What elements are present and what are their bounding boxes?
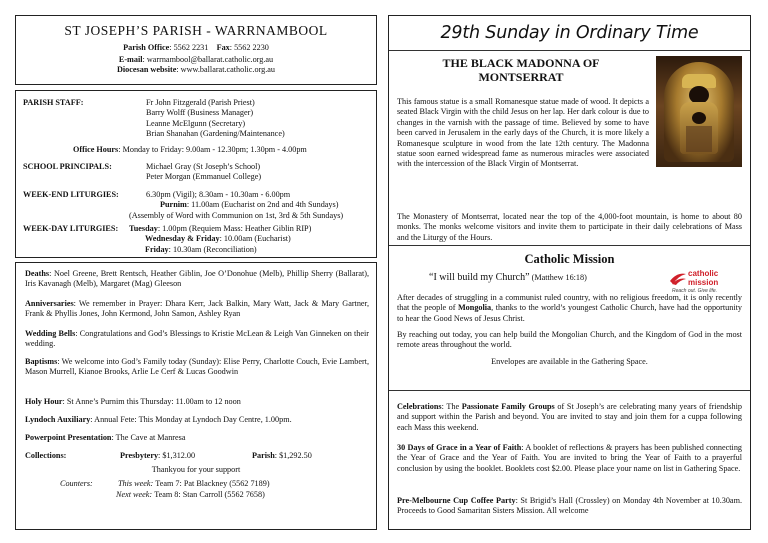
mission-paragraph-3: Envelopes are available in the Gathering Space. (491, 357, 648, 366)
fax-label: Fax (216, 43, 230, 52)
counters-this-week: This week: Team 7: Pat Blackney (5562 7189) (118, 479, 270, 488)
holyhour-notice: Holy Hour: St Anne’s Purnim this Thursday: 11.00am to 12 noon (25, 397, 241, 406)
madonna-title: THE BLACK MADONNA OF MONTSERRAT (442, 56, 600, 84)
fax-value: : 5562 2230 (229, 43, 269, 52)
office-hours-label: Office Hours (73, 145, 119, 154)
staff-line: Brian Shanahan (Gardening/Maintenance) (146, 128, 285, 138)
office-phone: : 5562 2231 (169, 43, 209, 52)
mission-quote: “I will build my Church” (429, 272, 530, 283)
office-hours (73, 145, 307, 155)
principal-line: Peter Morgan (Emmanuel College) (146, 172, 262, 182)
principals-label: SCHOOL PRINCIPALS: (23, 162, 112, 171)
weekend-line2: Purnim: 11.00am (Eucharist on 2nd and 4th Sundays) (160, 200, 339, 210)
office-label: Parish Office (123, 43, 170, 52)
mission-title: Catholic Mission (524, 252, 615, 266)
deaths-notice: Deaths: Noel Greene, Brett Rentsch, Heather Giblin, Joe O’Donohue (Melb), Phillip Sherry (Ballarat), Iris Kavanagh (Melb), Margaret (Mag) Gleeson (25, 269, 369, 289)
notices-panel (15, 262, 377, 530)
weekday-line2: Wednesday & Friday: 10.00am (Eucharist) (145, 234, 291, 244)
lyndoch-notice: Lyndoch Auxiliary: Annual Fete: This Monday at Lyndoch Day Centre, 1.00pm. (25, 415, 292, 424)
weekday-label: WEEK-DAY LITURGIES: (23, 224, 119, 233)
wedding-notice: Wedding Bells: Congratulations and God’s Blessings to Kristie McLean & Leigh Van Ginneken on their wedding. (25, 329, 370, 349)
mission-paragraph-2: By reaching out today, you can help build the Mongolian Church, and the Kingdom of God in the most remote areas throughout the world. (397, 330, 742, 350)
right-panel (388, 15, 751, 530)
email-line (16, 55, 376, 65)
collections-label: Collections: (25, 451, 67, 460)
mission-ref: (Matthew 16:18) (531, 273, 587, 282)
mission-divider-bottom (389, 390, 750, 391)
mission-logo-tag: Reach out. Give life. (672, 288, 718, 294)
weekend-list (146, 190, 338, 211)
email-label: E-mail (118, 55, 143, 64)
madonna-paragraph-1: This famous statue is a small Romanesque statue made of wood. It depicts a seated Black Virgin with the child Jesus on her lap. Her dark colour is due to changes in the varnish with the passage of time. Believed by some to have been carved in Jerusalem in the early days of the Church, it is more likely a Romanesque sculpture in wood from the late 12th century. The Madonna statue soon earned widespread fame as numerous miracles were associated with the intercession of the Black Virgin of Montserrat. (397, 97, 649, 169)
black-madonna-image (656, 56, 742, 167)
mission-divider-top (389, 245, 750, 246)
email-value[interactable]: : warrnambool@ballarat.catholic.org.au (142, 55, 274, 64)
staff-line: Fr John Fitzgerald (Parish Priest) (146, 98, 255, 107)
principals-list (146, 162, 261, 183)
melbourne-cup-notice: Pre-Melbourne Cup Coffee Party: St Brigid’s Hall (Crossley) on Monday 4th November at 10.30am. Proceeds to Good Samaritan Sisters Mission. All welcome (397, 496, 742, 516)
sunday-title: 29th Sunday in Ordinary Time (440, 23, 699, 43)
staff-panel (15, 90, 377, 258)
mission-quote-line (429, 273, 587, 283)
weekday-line1: Tuesday: 1.00pm (Requiem Mass: Heather Giblin RIP) (129, 224, 312, 233)
parish-collection: Parish: $1,292.50 (252, 451, 312, 460)
weekday-line3: Friday: 10.30am (Reconciliation) (145, 244, 257, 254)
office-hours-value: : Monday to Friday: 9.00am - 12.30pm; 1.30pm - 4.00pm (118, 145, 307, 154)
staff-line: Barry Wolff (Business Manager) (146, 108, 254, 118)
parish-header-panel (15, 15, 377, 85)
presbytery-collection: Presbytery: $1,312.00 (120, 451, 196, 460)
catholic-mission-logo (669, 269, 743, 295)
website-value[interactable]: : www.ballarat.catholic.org.au (176, 65, 276, 74)
office-line (16, 43, 376, 53)
mission-paragraph-1: After decades of struggling in a communist ruled country, with no religious freedom, it is only recently that the people of Mongolia, thanks to the world’s youngest Catholic Church, have had the opportunity to hear the Good News of Jesus Christ. (397, 293, 742, 323)
counters-next-week: Next week: Team 8: Stan Carroll (5562 7658) (116, 490, 265, 499)
principal-line: Michael Gray (St Joseph’s School) (146, 162, 261, 171)
powerpoint-notice: Powerpoint Presentation: The Cave at Manresa (25, 433, 186, 442)
counters-label: Counters: (60, 479, 93, 488)
baptisms-notice: Baptisms: We welcome into God’s Family today (Sunday): Elise Perry, Charlotte Couch, Evie Lambert, Mason Murrell, Kianoe Brooks, Arlie Le Cerf & Lucas Goodwin (25, 357, 369, 377)
parish-title: ST JOSEPH’S PARISH - WARRNAMBOOL (64, 23, 328, 38)
staff-line: Leanne McElgunn (Secretary) (146, 118, 246, 128)
title-divider (389, 50, 750, 51)
mission-logo-text: catholic mission (688, 269, 719, 287)
grace-notice: 30 Days of Grace in a Year of Faith: A booklet of reflections & prayers has been published connecting the Year of Grace and the Year of Faith. You are invited to bring the Year of Faith to a prayerful conclusion by using the booklet. Booklets cost $2.00. Please place your name on list in Gathering Space. (397, 443, 743, 473)
website-line (16, 65, 376, 75)
weekend-label: WEEK-END LITURGIES: (23, 190, 119, 199)
madonna-paragraph-2: The Monastery of Montserrat, located near the top of the 4,000-foot mountain, is home to about 80 monks. The monks welcome visitors and invite them to participate in their daily celebrations of Mass and the Liturgy of the Hours. (397, 212, 742, 242)
staff-list (146, 98, 285, 139)
celebrations-notice: Celebrations: The Passionate Family Groups of St Joseph’s are celebrating many years of friendship and support within the Parish and beyond. You are invited to stay and join them for a cuppa following each Mass this weekend. (397, 402, 742, 432)
weekend-line3: (Assembly of Word with Communion on 1st, 3rd & 5th Sundays) (129, 211, 344, 220)
mission-swoosh-icon (669, 271, 687, 285)
weekend-line1: 6.30pm (Vigil); 8.30am - 10.30am - 6.00pm (146, 190, 291, 199)
weekday-list (129, 224, 311, 255)
anniversaries-notice: Anniversaries: We remember in Prayer: Dhara Kerr, Jack Balkin, Mary Watt, Jack & Mary Gartner, Frank & Phyllis Jones, John Kermond, John Samon, Ashley Ryan (25, 299, 369, 319)
staff-label: PARISH STAFF: (23, 98, 84, 107)
thanks-line: Thankyou for your support (151, 465, 241, 474)
website-label: Diocesan website (116, 65, 177, 74)
